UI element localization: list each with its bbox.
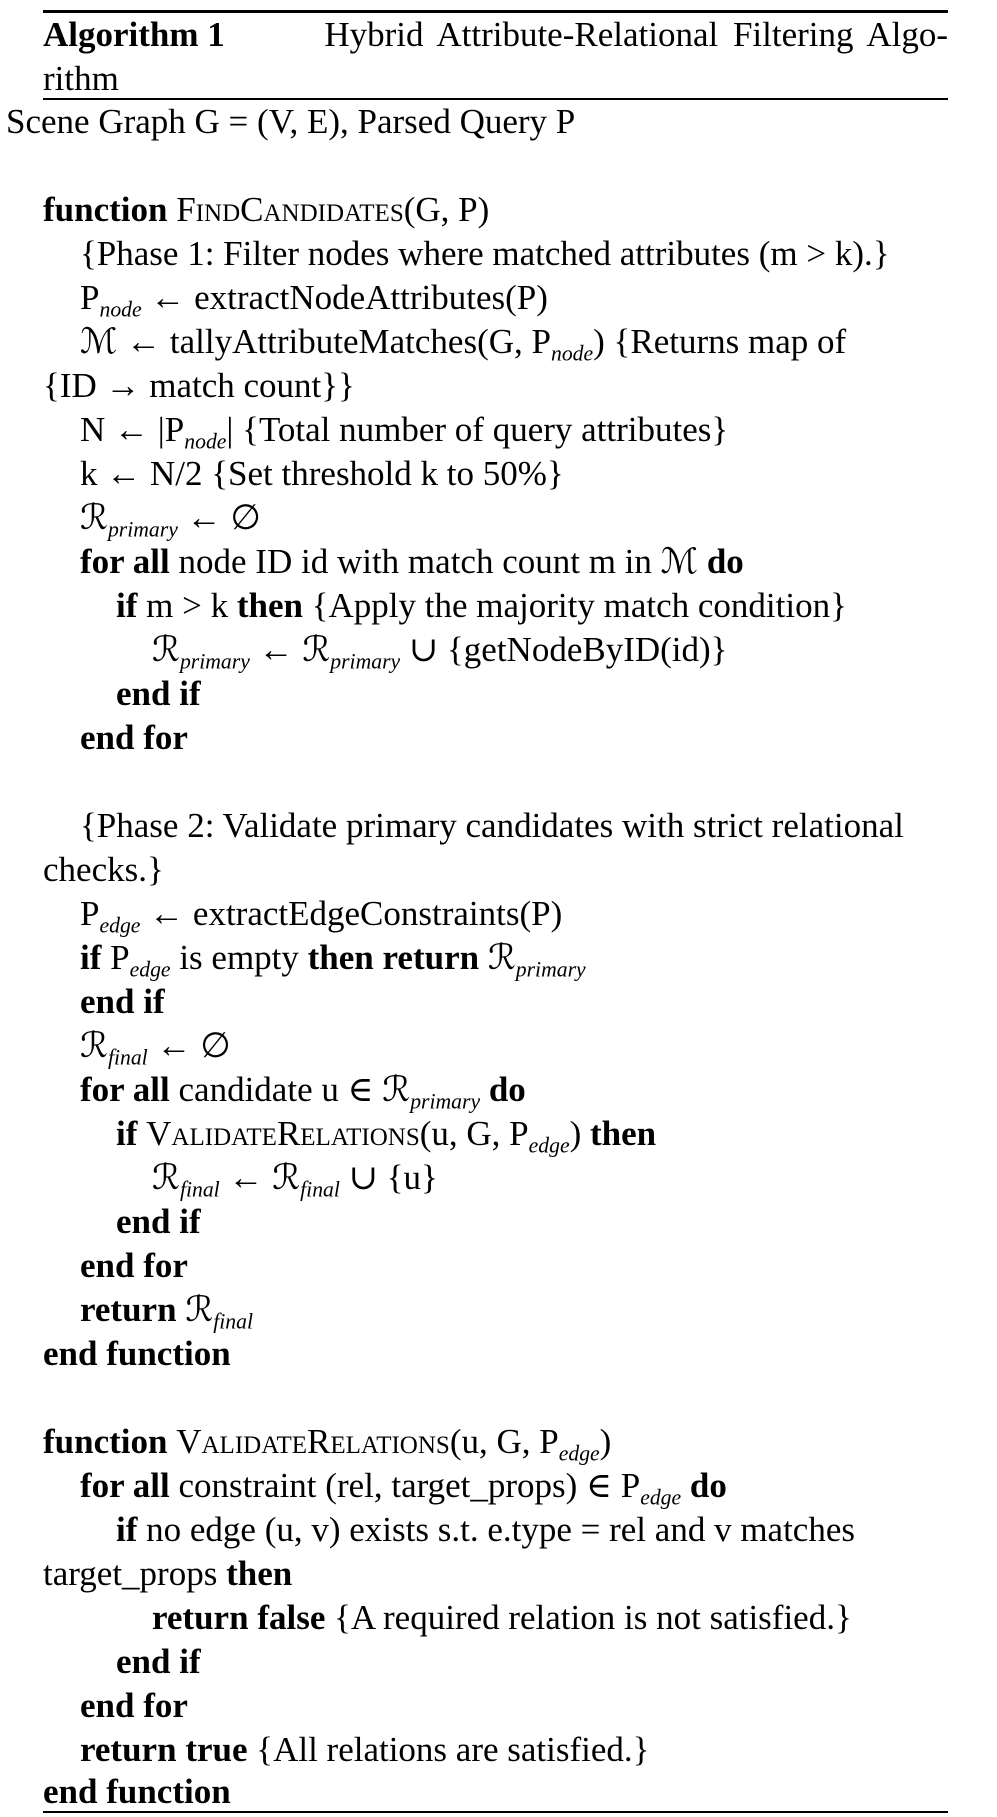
algo-line-30: target_props then bbox=[43, 1554, 293, 1593]
algo-line-17: if $P_{edge}$ is empty then return ℛ$_{primary}$ bbox=[80, 938, 586, 982]
algo-line-18: end if bbox=[80, 982, 165, 1021]
algo-line-05: {ID → match count}} bbox=[43, 366, 355, 405]
algo-line-32: end if bbox=[116, 1642, 201, 1681]
algo-line-25: return ℛ$_{final}$ bbox=[80, 1290, 254, 1334]
top-rule bbox=[43, 10, 948, 13]
algo-line-26: end function bbox=[43, 1334, 231, 1373]
algo-line-01: function FindCandidates(G, P) bbox=[43, 190, 490, 229]
algo-line-08: ℛ$_{primary}$ ← ∅ bbox=[80, 498, 261, 542]
algo-line-11: ℛ$_{primary}$ ← ℛ$_{primary}$ ∪ {getNodeByID(id)} bbox=[152, 630, 728, 674]
algo-line-34: return true {All relations are satisfied.} bbox=[80, 1730, 650, 1769]
algo-line-15: checks.} bbox=[43, 850, 164, 889]
algo-line-02: {Phase 1: Filter nodes where matched attributes (m > k).} bbox=[80, 234, 890, 273]
algo-line-16: $P_{edge}$ ← extractEdgeConstraints(P) bbox=[80, 894, 563, 938]
algo-line-23: end if bbox=[116, 1202, 201, 1241]
algo-line-35: end function bbox=[43, 1772, 231, 1811]
algo-line-29: if no edge (u, v) exists s.t. e.type = rel and v matches bbox=[116, 1510, 855, 1549]
algo-line-07: k ← N/2 {Set threshold k to 50%} bbox=[80, 454, 564, 493]
algo-line-24: end for bbox=[80, 1246, 188, 1285]
algo-line-09: for all node ID id with match count m in ℳ do bbox=[80, 542, 744, 581]
algo-line-03: $P_{node}$ ← extractNodeAttributes(P) bbox=[80, 278, 548, 322]
algo-line-12: end if bbox=[116, 674, 201, 713]
algo-line-33: end for bbox=[80, 1686, 188, 1725]
algo-line-27: function ValidateRelations(u, G, $P_{edge}$) bbox=[43, 1422, 612, 1466]
caption-rule bbox=[43, 98, 948, 100]
algo-line-14: {Phase 2: Validate primary candidates with strict relational bbox=[80, 806, 904, 845]
algo-line-13: end for bbox=[80, 718, 188, 757]
algorithm-label: Algorithm 1 bbox=[43, 15, 225, 54]
algo-line-21: if ValidateRelations(u, G, $P_{edge}$) then bbox=[116, 1114, 657, 1158]
bottom-rule bbox=[43, 1811, 948, 1813]
algorithm-caption-line2: rithm bbox=[43, 59, 119, 98]
algo-line-28: for all constraint (rel, target_props) ∈ $P_{edge}$ do bbox=[80, 1466, 727, 1510]
algo-line-19: ℛ$_{final}$ ← ∅ bbox=[80, 1026, 231, 1070]
algo-line-10: if m > k then {Apply the majority match condition} bbox=[116, 586, 847, 625]
algo-line-31: return false {A required relation is not satisfied.} bbox=[152, 1598, 852, 1637]
algo-line-20: for all candidate u ∈ ℛ$_{primary}$ do bbox=[80, 1070, 526, 1114]
algo-line-06: N ← $|P_{node}|$ {Total number of query attributes} bbox=[80, 410, 729, 454]
algo-line-04: ℳ ← tallyAttributeMatches(G, $P_{node}$) {Returns map of bbox=[80, 322, 847, 366]
algorithm-inputs: Scene Graph G = (V, E), Parsed Query P bbox=[6, 102, 576, 141]
algorithm-caption-line1 bbox=[43, 14, 948, 56]
algorithm-title-line1: Hybrid Attribute-Relational Filtering Algo- bbox=[324, 15, 948, 54]
algo-line-22: ℛ$_{final}$ ← ℛ$_{final}$ ∪ {u} bbox=[152, 1158, 438, 1202]
